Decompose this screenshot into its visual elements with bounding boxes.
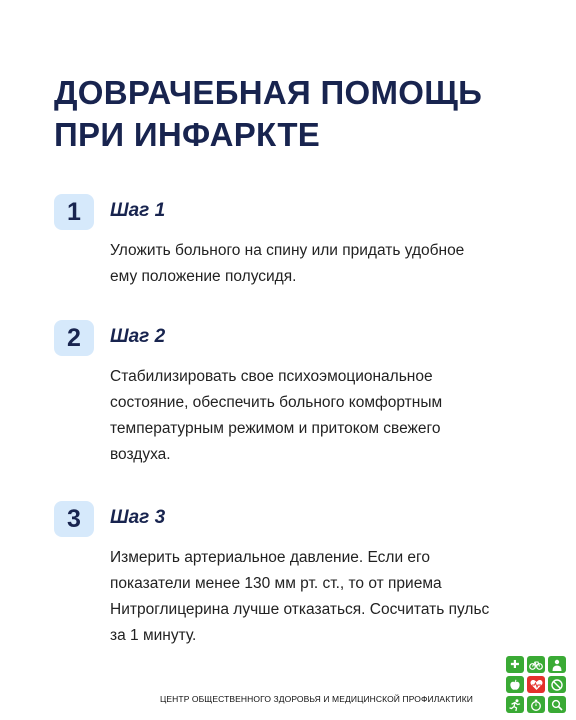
doctor-icon (548, 656, 566, 673)
step-text-line: ему положение полусидя. (110, 268, 297, 285)
page-title-line-2: ПРИ ИНФАРКТЕ (54, 116, 321, 153)
step-description (110, 238, 530, 290)
health-center-logo (506, 656, 570, 716)
step-text-line: Стабилизировать свое психоэмоциональное (110, 368, 433, 385)
no-smoking-icon (548, 676, 566, 693)
step-description (110, 364, 530, 468)
step-text-line: температурным режимом и притоком свежего (110, 420, 441, 437)
page-title (54, 72, 524, 156)
step-text-line: показатели менее 130 мм рт. ст., то от приема (110, 575, 442, 592)
runner-icon (506, 696, 524, 713)
step-number-badge: 1 (54, 194, 94, 230)
apple-icon (506, 676, 524, 693)
organization-name: ЦЕНТР ОБЩЕСТВЕННОГО ЗДОРОВЬЯ И МЕДИЦИНСКОЙ ПРОФИЛАКТИКИ (160, 694, 474, 704)
step-title: Шаг 3 (110, 507, 166, 528)
step-text-line: Измерить артериальное давление. Если его (110, 549, 430, 566)
step-text-line: Уложить больного на спину или придать удобное (110, 242, 465, 259)
stopwatch-icon (527, 696, 545, 713)
page-title-line-1: ДОВРАЧЕБНАЯ ПОМОЩЬ (54, 74, 483, 111)
step-text-line: состояние, обеспечить больного комфортным (110, 394, 443, 411)
bicycle-icon (527, 656, 545, 673)
step-text-line: за 1 минуту. (110, 627, 197, 644)
plus-icon: ✚ (506, 656, 524, 673)
step-title: Шаг 1 (110, 200, 166, 221)
heart-pulse-icon (527, 676, 545, 693)
step-number-badge: 3 (54, 501, 94, 537)
step-number-badge: 2 (54, 320, 94, 356)
magnifier-icon (548, 696, 566, 713)
step-description (110, 545, 530, 649)
step-text-line: воздуха. (110, 446, 171, 463)
step-title: Шаг 2 (110, 326, 166, 347)
step-text-line: Нитроглицерина лучше отказаться. Сосчитать пульс (110, 601, 490, 618)
